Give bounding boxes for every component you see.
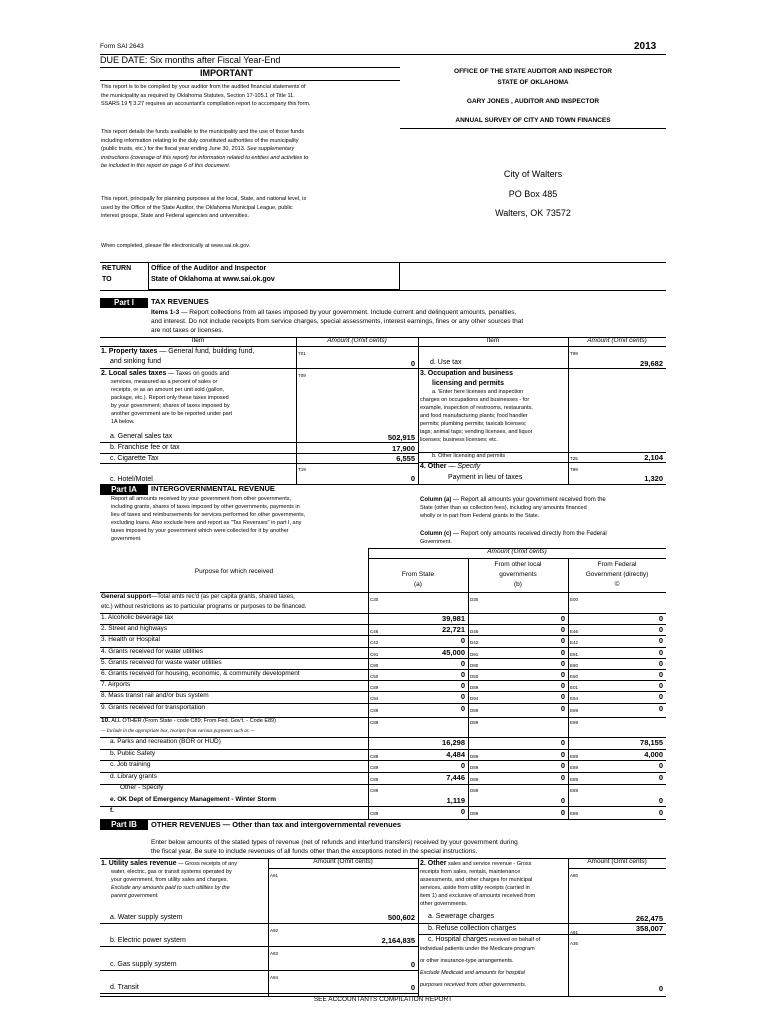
column-c-note xyxy=(420,531,607,537)
all-other-subrow-value-c: 78,155 xyxy=(640,738,663,747)
part-1a-desc-4: excluding loans. Also exclude here and report as "Tax Revenues" in part I, any xyxy=(111,520,302,526)
intergov-row-code-c: E42 xyxy=(570,640,579,646)
part-1a-desc-2: including grants, shares of taxes imposed by other governments, payments in xyxy=(111,504,300,510)
other-tax-label xyxy=(420,463,480,470)
col-b-header-1: From other local xyxy=(494,561,542,568)
intergov-row-value-a: 0 xyxy=(460,692,465,702)
general-code-c: E00 xyxy=(570,597,579,602)
intergov-row-code-a: C46 xyxy=(370,629,379,635)
intergov-row-label: 9. Grants received for transportation xyxy=(101,703,206,711)
part-1b-amount-rule-left xyxy=(268,868,418,869)
utility-sales-bold: 1. Utility sales revenue xyxy=(101,860,177,867)
utility-row-label: c. Gas supply system xyxy=(110,961,177,968)
intergov-row-value-b: 0 xyxy=(560,636,565,646)
intergov-row-code-b: D94 xyxy=(470,696,479,702)
intergov-row-code-b: D80 xyxy=(470,662,479,668)
part-1-title: TAX REVENUES xyxy=(151,297,209,306)
refuse-collection-code: A81 xyxy=(570,930,579,935)
col-b-header-2: governments xyxy=(499,571,537,578)
intergov-row-code-a: C89 xyxy=(370,685,379,691)
use-tax-code: T99 xyxy=(570,351,578,356)
instructions-para-4: When completed, please file electronically at www.sai.ok.gov. xyxy=(101,243,251,249)
intergov-row-label: 1. Alcoholic beverage tax xyxy=(101,614,174,621)
general-support-label-2: etc.) without restrictions as to particular programs or purposes to be financed. xyxy=(101,604,307,610)
column-a-note-3: wholly or in part from Federal grants to the State. xyxy=(420,513,540,519)
local-sales-desc-1: services, measured as a percent of sales or xyxy=(111,379,218,385)
intergov-row-value-a: 22,721 xyxy=(442,625,465,635)
intergov-row-value-a: 0 xyxy=(460,670,465,679)
local-sales-taxes-bold: 2. Local sales taxes xyxy=(101,370,167,377)
part-1a-divider-b xyxy=(468,558,469,819)
utility-row-label: a. Water supply system xyxy=(110,914,183,921)
row-f-value-a: 0 xyxy=(460,807,465,816)
part-1-items-line-3: are not taxes or licenses. xyxy=(151,327,224,334)
intergov-row-code-b: D50 xyxy=(470,674,479,679)
intergov-row-code-b: D46 xyxy=(470,629,479,635)
all-other-code-b: D89 xyxy=(470,720,479,725)
row-rule xyxy=(100,463,418,464)
all-other-subrow-value-c: 4,000 xyxy=(644,749,663,759)
return-address-1: Office of the Auditor and Inspector xyxy=(151,265,267,272)
intergov-row-value-a: 0 xyxy=(460,658,465,668)
local-sales-taxes-code: T09 xyxy=(298,373,306,378)
intergov-row-code-a: C94 xyxy=(370,696,379,702)
part-1-header-rule-bottom xyxy=(100,346,666,347)
office-line-1: OFFICE OF THE STATE AUDITOR AND INSPECTOR xyxy=(454,68,612,75)
utility-row-value: 500,602 xyxy=(387,913,415,922)
all-other-subrow-label: b. Public Safety xyxy=(110,749,156,757)
hospital-charges-code: A36 xyxy=(570,941,579,946)
intergov-row-code-c: E89 xyxy=(570,707,579,713)
intergov-row-value-a: 39,981 xyxy=(442,614,465,623)
part-1a-desc-3: lieu of taxes and reimbursements for services performed for other governments, xyxy=(111,512,306,518)
row-f-code-c: E89 xyxy=(570,811,579,816)
instructions-para-2-italic: See supplementary instructions (coverage of this report) for information related to entities and activities to be included in this report on page 6 of this document. xyxy=(101,146,309,170)
include-note: — Include in the appropriate box, receipts from various payments such as — xyxy=(101,729,255,734)
intergov-row-code-b: D89 xyxy=(470,707,479,713)
intergov-row-value-b: 0 xyxy=(560,647,565,657)
general-support-label xyxy=(101,594,295,601)
part-1-divider-1 xyxy=(296,337,297,484)
other-specify-code-a: C89 xyxy=(370,788,379,793)
general-support-bold: General support xyxy=(101,593,152,600)
column-c-note-2: Government. xyxy=(420,539,452,545)
instructions-para-1: This report is to be compiled by your auditor from the audited financial statements of the municipality as required by Oklahoma Statutes, Section 17-105.1 of Title 11. SSARS 19 ¶ 3.27 requires an accountant's compilation report to accompany this form. xyxy=(101,84,311,108)
return-address-2: State of Oklahoma at www.sai.ok.gov xyxy=(151,276,275,283)
occupation-desc-4: permits; plumbing permits; taxicab licenses; xyxy=(420,421,527,427)
other-sales-desc-4: item 1) and exclusive of amounts received from xyxy=(420,893,536,899)
general-code-b: D30 xyxy=(470,597,479,602)
local-sales-desc-6: 1A below. xyxy=(111,419,135,425)
part-1b-label: Part IB xyxy=(100,820,148,830)
column-a-note xyxy=(420,497,606,503)
local-sales-taxes-label xyxy=(101,370,229,377)
other-specify-label: Other - Specify xyxy=(120,784,164,791)
part-1a-header-rule xyxy=(100,592,666,593)
other-sales-desc-5: other governments. xyxy=(420,901,468,907)
intergov-row-value-a: 45,000 xyxy=(442,647,465,657)
all-other-subrow-value-a: 16,298 xyxy=(442,738,465,747)
all-other-subrow-code-a: C89 xyxy=(370,753,379,759)
intergov-row-label: 4. Grants received for water utilities xyxy=(101,647,203,655)
survey-title: ANNUAL SURVEY OF CITY AND TOWN FINANCES xyxy=(455,117,611,124)
intergov-row-label: 3. Health or Hospital xyxy=(101,636,160,644)
survey-rule xyxy=(400,128,666,129)
intergov-row-value-b: 0 xyxy=(560,703,565,713)
intergov-row-value-b: 0 xyxy=(560,670,565,679)
other-licensing-code: T25 xyxy=(570,456,578,461)
utility-row-label: d. Transit xyxy=(110,984,139,991)
part-1-items-line-1 xyxy=(151,310,516,317)
part-1b-divider-2 xyxy=(418,858,419,996)
return-label-2: TO xyxy=(102,276,112,283)
general-support-text: —Total amts rec'd (as per capita grants, shared taxes, xyxy=(151,594,295,600)
intergov-row-value-b: 0 xyxy=(560,692,565,702)
city-state-zip: Walters, OK 73572 xyxy=(495,208,571,218)
intergov-row-value-c: 0 xyxy=(658,681,663,691)
intergov-row-value-c: 0 xyxy=(658,625,663,635)
all-other-subrow-value-a: 0 xyxy=(460,761,465,770)
part-1-items-bold: Items 1-3 xyxy=(151,309,180,316)
hotel-motel-value: 0 xyxy=(410,474,415,483)
city-name: City of Walters xyxy=(503,169,563,179)
other-tax-bold: 4. Other xyxy=(420,463,447,470)
all-other-subrow-code-a: C89 xyxy=(370,776,379,782)
all-other-subrow-label: c. Job training xyxy=(110,761,151,768)
part-1-label: Part I xyxy=(100,298,148,308)
all-other-subrow-code-b: D89 xyxy=(470,753,479,759)
row-rule xyxy=(100,993,418,994)
all-other-subrow-value-b: 0 xyxy=(560,761,565,770)
other-sales-desc-2: assessments, and other charges for municipal xyxy=(420,877,533,883)
row-e-value-a: 1,119 xyxy=(446,796,465,805)
col-c-header-2: Government (directly) xyxy=(585,571,649,578)
other-specify-code-b: D89 xyxy=(470,788,479,793)
row-f-code-b: D89 xyxy=(470,811,479,816)
intergov-row-code-c: E50 xyxy=(570,674,579,679)
property-taxes-text: — General fund, building fund, xyxy=(157,348,255,355)
amount-header: Amount (Omit cents) xyxy=(487,548,547,555)
intergov-row-code-c: E01 xyxy=(570,685,579,691)
cigarette-tax-value: 6,555 xyxy=(396,454,415,463)
utility-row-value: 2,164,835 xyxy=(381,936,415,945)
intergov-row-value-c: 0 xyxy=(658,692,663,702)
property-taxes-label xyxy=(101,348,254,355)
part-1-items-line-2: and interest. Do not include receipts from service charges, special assessments, interest earnings, fines or any other sources that xyxy=(151,318,524,325)
all-other-subrow-code-b: D89 xyxy=(470,776,479,782)
all-other-subrow-code-a: C89 xyxy=(370,765,379,770)
occupation-desc-1: charges on occupations and businesses - for xyxy=(420,397,530,403)
all-other-label xyxy=(101,718,276,725)
other-licensing-label: b. Other licensing and permits xyxy=(432,453,506,459)
all-other-code-c: E89 xyxy=(570,720,579,725)
form-name: Form SAI 2643 xyxy=(100,43,144,50)
utility-row-code: A92 xyxy=(270,928,279,933)
intergov-row-code-c: E91 xyxy=(570,651,579,657)
amount-header-rule xyxy=(368,558,666,559)
office-line-2: STATE OF OKLAHOMA xyxy=(497,79,569,86)
row-rule xyxy=(100,923,418,924)
utility-row-code: A93 xyxy=(270,951,279,956)
intergov-row-label: 8. Mass transit rail and/or bus system xyxy=(101,692,209,700)
part-1b-divider-1 xyxy=(268,858,269,996)
all-other-subrow-code-c: E89 xyxy=(570,765,579,770)
part-1-col-amount-left: Amount (Omit cents) xyxy=(327,337,387,344)
part-1b-col-amount-left: Amount (Omit cents) xyxy=(313,858,373,865)
intergov-row-value-b: 0 xyxy=(560,681,565,691)
part-1b-intro-2: the fiscal year. Be sure to include revenues of all funds other than the exceptions noted in the special instructions. xyxy=(151,848,478,855)
property-taxes-code: T01 xyxy=(298,351,306,356)
intergov-row-code-c: E94 xyxy=(570,696,579,702)
occupation-licensing-a: a. 'Enter here licenses and inspection xyxy=(432,389,524,395)
part-1a-desc-6: government. xyxy=(111,536,142,542)
occupation-desc-6: licenses; business licenses; etc. xyxy=(420,437,498,443)
intergov-row-value-c: 0 xyxy=(658,647,663,657)
property-taxes-bold: 1. Property taxes xyxy=(101,348,158,355)
all-other-subrow-value-b: 0 xyxy=(560,772,565,782)
utility-row-code: A94 xyxy=(270,975,279,980)
po-box: PO Box 485 xyxy=(508,189,558,199)
occupation-licensing-label-2: licensing and permits xyxy=(432,380,504,387)
part-1a-divider-c xyxy=(568,558,569,819)
row-e-value-c: 0 xyxy=(658,796,663,805)
col-c-header-1: From Federal xyxy=(597,561,637,568)
all-other-subrow-value-b: 0 xyxy=(560,749,565,759)
part-1-items-text: — Report collections from all taxes imposed by your government. Include current and delinquent amounts, penalties, xyxy=(179,309,517,316)
all-other-subrow-label: d. Library grants xyxy=(110,772,157,780)
row-rule xyxy=(100,970,418,971)
other-sales-desc-3: services, aside from utility receipts (carried in xyxy=(420,885,530,891)
row-e-value-b: 0 xyxy=(560,796,565,805)
use-tax-value: 29,682 xyxy=(640,359,663,368)
instructions-para-2-text: This report details the funds available to the municipality and the use of those funds including information relating to the duly constituted authorities of the municipality (public trusts, etc.) for the fiscal year ending June 30, 2013. xyxy=(101,129,305,153)
local-sales-desc-3: package, etc.). Report only these taxes imposed xyxy=(111,395,229,401)
local-sales-desc-2: receipts, or as an amount per unit sold (gallon, xyxy=(111,387,225,393)
instructions-para-3: This report, principally for planning purposes at the local, State, and national level, is used by the Office of the State Auditor, the Oklahoma Municipal League, public interest groups, State and Federal agencies and universities. xyxy=(101,196,307,220)
local-sales-desc-4: by your government; shares of taxes imposed by xyxy=(111,403,230,409)
all-other-subrow-value-c: 0 xyxy=(658,761,663,770)
intergov-row-code-a: C50 xyxy=(370,674,379,679)
utility-sales-italic-2: parent government. xyxy=(111,893,159,899)
all-other-text: ALL OTHER (From State - code C89; From Fed. Gov't. - Code E89) xyxy=(110,718,276,724)
intergov-row-value-c: 0 xyxy=(658,636,663,646)
all-other-subrow-code-c: E89 xyxy=(570,753,579,759)
auditor-name: GARY JONES , AUDITOR AND INSPECTOR xyxy=(466,98,600,105)
return-rule-bottom xyxy=(100,290,666,291)
all-other-subrow-value-a: 4,484 xyxy=(446,749,465,759)
row-rule xyxy=(100,442,418,443)
part-1a-desc-1: Report all amounts received by your government from other governments, xyxy=(111,496,292,502)
hospital-charges-text: received on behalf of xyxy=(487,937,541,943)
all-other-subrow-value-c: 0 xyxy=(658,772,663,782)
all-other-bold: 10. xyxy=(101,717,111,724)
part-1b-title: OTHER REVENUES — Other than tax and intergovernmental revenues xyxy=(151,820,402,829)
hospital-charges-title: c. Hospital charges xyxy=(428,936,488,943)
general-code-a: C30 xyxy=(370,597,379,602)
all-other-code-a: C89 xyxy=(370,720,379,725)
intergov-row-value-b: 0 xyxy=(560,658,565,668)
payment-in-lieu-label: Payment in lieu of taxes xyxy=(448,474,523,481)
intergov-row-value-c: 0 xyxy=(658,670,663,679)
other-tax-specify: — Specify xyxy=(446,463,481,470)
intergov-row-value-c: 0 xyxy=(658,658,663,668)
row-f-label: f. xyxy=(110,807,114,814)
utility-sales-text: — Gross receipts of any xyxy=(176,861,238,867)
important-heading: IMPORTANT xyxy=(200,68,253,78)
refuse-collection-label: b. Refuse collection charges xyxy=(428,925,516,932)
part-1b-divider-3 xyxy=(568,858,569,996)
part-1-col-item-right: Item xyxy=(486,337,500,344)
part-1b-intro-1: Enter below amounts of the stated types of revenue (net of refunds and interfund transfers) received by your government during xyxy=(151,839,518,846)
intergov-row-code-a: C91 xyxy=(370,651,379,657)
intergov-row-value-b: 0 xyxy=(560,625,565,635)
footer-note: SEE ACCOUNTANTS COMPILATION REPORT xyxy=(313,996,453,1003)
row-rule xyxy=(418,368,666,369)
sewerage-charges-label: a. Sewerage charges xyxy=(428,913,495,920)
column-c-text: — Report only amounts received directly from the Federal xyxy=(451,531,607,537)
other-specify-code-c: E89 xyxy=(570,788,579,793)
column-a-text: — Report all amounts your government received from the xyxy=(451,497,606,503)
column-a-note-2: State (other than as collection fees), including any amounts financed xyxy=(420,505,587,511)
part-1a-label: Part IA xyxy=(100,485,148,495)
return-label-1: RETURN xyxy=(102,265,132,272)
intergov-row-value-a: 0 xyxy=(460,703,465,713)
other-licensing-value: 2,104 xyxy=(644,453,663,462)
all-other-subrow-label: a. Parks and recreation (BOR or HUD) xyxy=(110,738,221,745)
hospital-charges-value: 0 xyxy=(658,984,663,993)
row-rule xyxy=(100,946,418,947)
utility-row-value: 0 xyxy=(410,983,415,992)
intergov-row-value-c: 0 xyxy=(658,703,663,713)
hospital-italic-2: purposes received from other governments. xyxy=(420,982,527,988)
intergov-row-code-c: E80 xyxy=(570,662,579,668)
use-tax-label: d. Use tax xyxy=(430,359,462,366)
hospital-charges-label xyxy=(428,936,540,944)
intergov-row-code-b: D91 xyxy=(470,651,479,657)
occupation-desc-2: example, inspection of restrooms, restaurants, xyxy=(420,405,533,411)
other-sales-code: A80 xyxy=(570,873,579,878)
utility-sales-code: A91 xyxy=(270,873,279,878)
intergov-row-label: 7. Airports xyxy=(101,681,131,689)
utility-row-value: 0 xyxy=(410,960,415,969)
hospital-desc-1: individual patients under the Medicare program xyxy=(420,946,535,952)
occupation-desc-5: tags; animal tags; vending licenses, and liquor xyxy=(420,429,533,435)
all-other-subrow-code-c: E89 xyxy=(570,776,579,782)
col-a-header-2: (a) xyxy=(414,581,422,588)
part-1a-desc-5: taxes imposed by your government which were collected for it by another xyxy=(111,528,289,534)
hotel-motel-label: c. Hotel/Motel xyxy=(110,476,153,483)
utility-sales-italic-1: Exclude any amounts paid to such utilities by the xyxy=(111,885,230,891)
local-sales-taxes-text: — Taxes on goods and xyxy=(166,371,230,377)
part-1b-amount-rule-right xyxy=(568,868,666,869)
other-sales-label xyxy=(420,860,531,868)
general-sales-tax-label: a. General sales tax xyxy=(110,433,173,440)
franchise-fee-label: b. Franchise fee or tax xyxy=(110,444,180,451)
occupation-desc-3: and food manufacturing plants; food handler xyxy=(420,413,528,419)
row-e-label: e. OK Dept of Emergency Management - Winter Storm xyxy=(110,796,277,803)
hotel-motel-code: T19 xyxy=(298,467,306,472)
row-rule xyxy=(418,934,666,935)
intergov-row-code-b: D89 xyxy=(470,685,479,691)
utility-row-label: b. Electric power system xyxy=(110,937,186,944)
part-1-col-item-left: Item xyxy=(191,337,205,344)
col-a-header-1: From State xyxy=(401,571,435,578)
column-c-bold: Column (c) xyxy=(420,531,452,537)
sewerage-charges-value: 262,475 xyxy=(635,914,663,923)
payment-in-lieu-value: 1,320 xyxy=(644,474,663,483)
hospital-italic-1: Exclude Medicaid and amounts for hospital xyxy=(420,970,525,976)
intergov-row-value-c: 0 xyxy=(658,614,663,623)
other-sales-bold: 2. Other xyxy=(420,860,447,867)
all-other-subrow-code-b: D89 xyxy=(470,765,479,770)
row-f-value-c: 0 xyxy=(658,808,663,817)
intergov-row-code-b: D42 xyxy=(470,640,479,646)
property-taxes-label-2: and sinking fund xyxy=(110,358,161,365)
intergov-row-value-a: 0 xyxy=(460,681,465,691)
part-1a-title: INTERGOVERNMENTAL REVENUE xyxy=(151,484,275,493)
purpose-header: Purpose for which received xyxy=(194,568,274,575)
important-rule xyxy=(100,80,400,81)
row-f-code-a: C89 xyxy=(370,811,379,816)
column-a-bold: Column (a) xyxy=(420,497,452,503)
form-year: 2013 xyxy=(634,41,657,52)
intergov-row-label: 5. Grants received for waste water utilities xyxy=(101,658,222,666)
intergov-row-label: 2. Street and highways xyxy=(101,625,168,633)
part-1a-divider-a xyxy=(368,548,369,819)
part-1-col-amount-right: Amount (Omit cents) xyxy=(587,337,647,344)
general-sales-tax-value: 502,915 xyxy=(387,433,415,442)
intergov-row-value-b: 0 xyxy=(560,614,565,623)
intergov-row-code-a: C80 xyxy=(370,662,379,668)
row-f-value-b: 0 xyxy=(560,808,565,817)
local-sales-desc-5: another government are to be reported under part xyxy=(111,411,233,417)
all-other-subrow-value-a: 7,446 xyxy=(446,772,465,782)
utility-sales-label xyxy=(101,860,237,868)
utility-sales-desc-1: water, electric, gas or transit systems operated by xyxy=(111,869,232,875)
refuse-collection-value: 358,007 xyxy=(635,924,663,933)
franchise-fee-value: 17,900 xyxy=(392,444,415,453)
instructions-para-2 xyxy=(101,128,311,171)
other-tax-code: T99 xyxy=(570,467,578,472)
hospital-desc-2: or other insurance-type arrangements. xyxy=(420,958,514,964)
part-1b-col-amount-right: Amount (Omit cents) xyxy=(587,858,647,865)
other-sales-text: sales and service revenue - Gross xyxy=(446,861,532,867)
intergov-row-code-a: C89 xyxy=(370,707,379,713)
row-rule xyxy=(100,784,666,785)
property-taxes-value: 0 xyxy=(410,359,415,368)
cigarette-tax-label: c. Cigarette Tax xyxy=(110,455,159,462)
col-c-header-3: © xyxy=(614,581,620,588)
due-date: DUE DATE: Six months after Fiscal Year-End xyxy=(100,55,281,65)
row-rule xyxy=(100,368,418,369)
intergov-row-code-c: E46 xyxy=(570,629,579,635)
intergov-row-value-a: 0 xyxy=(460,636,465,646)
col-b-header-3: (b) xyxy=(514,581,522,588)
utility-sales-desc-2: your government, from utility sales and charges. xyxy=(111,877,229,883)
all-other-subrow-value-b: 0 xyxy=(560,738,565,747)
intergov-row-code-a: C42 xyxy=(370,640,379,646)
occupation-licensing-label: 3. Occupation and business xyxy=(420,370,513,377)
intergov-row-label: 6. Grants received for housing, economic, & community development xyxy=(101,670,300,677)
other-sales-desc-1: receipts from sales, rentals, maintenance xyxy=(420,869,521,875)
